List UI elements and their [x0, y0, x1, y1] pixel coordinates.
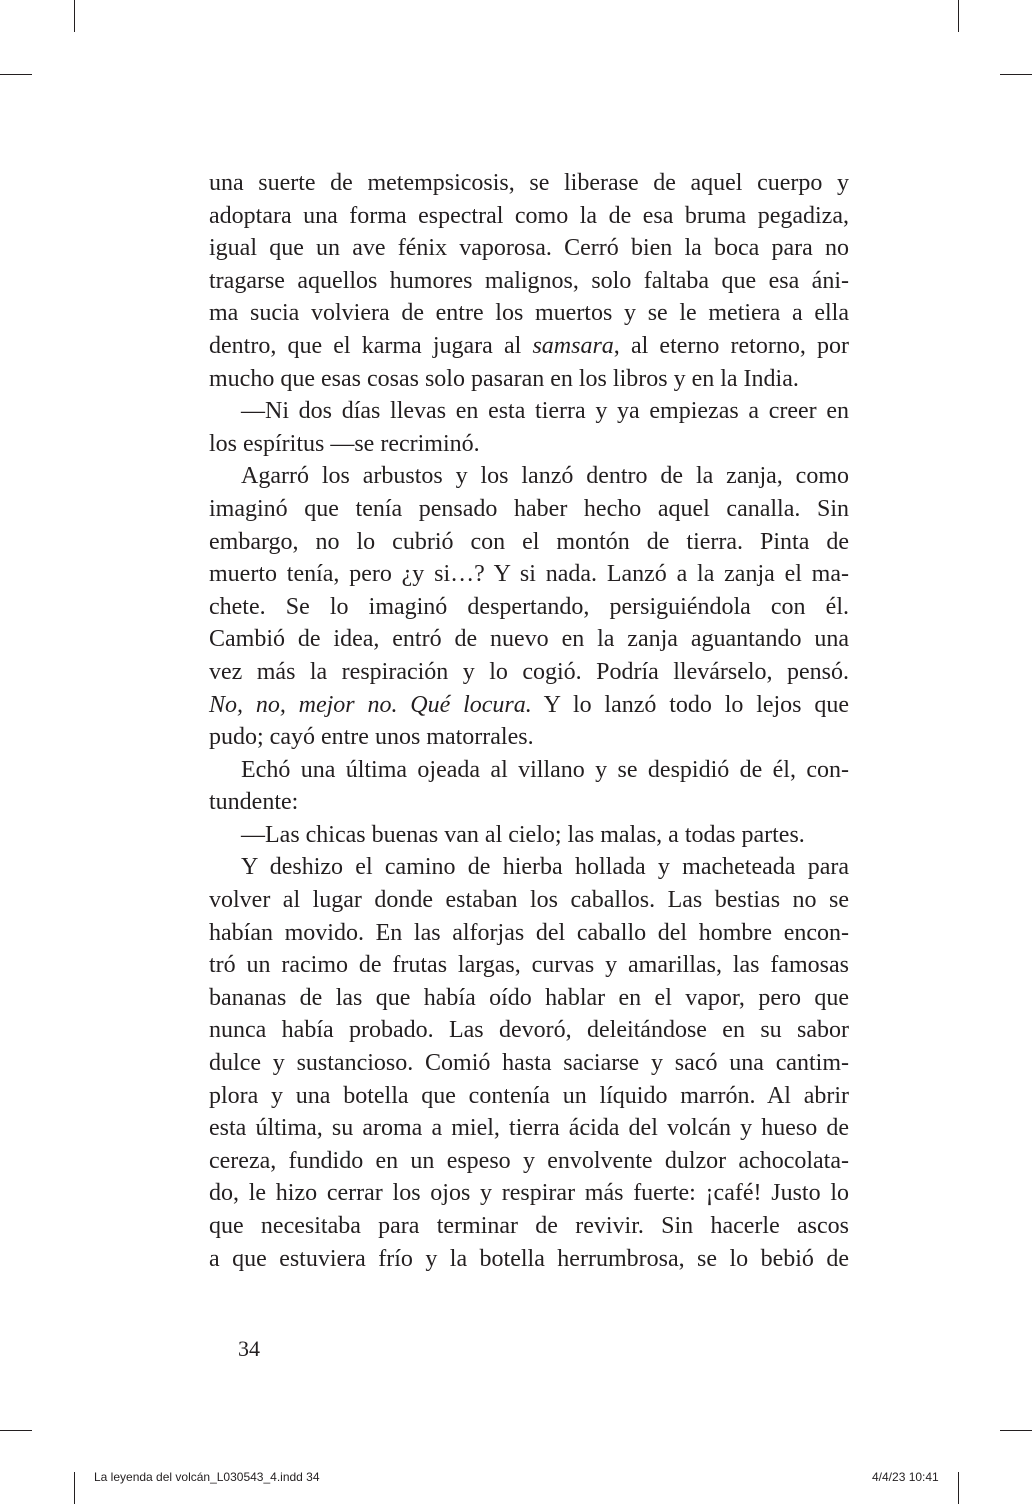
text-line: mucho que esas cosas solo pasaran en los libros y en la India. [209, 365, 799, 392]
text-line: esta última, su aroma a miel, tierra ácida del volcán y hueso de [209, 1115, 849, 1142]
italic-segment: No, no, mejor no. Qué locura. [209, 691, 532, 718]
text-line: imaginó que tenía pensado haber hecho aquel canalla. Sin [209, 495, 849, 522]
crop-mark-right-top [1000, 74, 1032, 75]
text-line [209, 689, 849, 722]
text-line: habían movido. En las alforjas del caballo del hombre encon- [209, 919, 849, 946]
crop-mark-right-bottom [1000, 1430, 1032, 1431]
text-line: tró un racimo de frutas largas, curvas y amarillas, las famosas [209, 952, 849, 979]
text-line: chete. Se lo imaginó despertando, persiguiéndola con él. [209, 593, 849, 620]
crop-mark-top-left [74, 0, 75, 32]
crop-mark-left-bottom [0, 1430, 32, 1431]
text-line: embargo, no lo cubrió con el montón de tierra. Pinta de [209, 528, 849, 555]
crop-mark-top-right [958, 0, 959, 32]
text-line: los espíritus —se recriminó. [209, 430, 480, 457]
slug-filename: La leyenda del volcán_L030543_4.indd 34 [94, 1470, 320, 1484]
text-line: vez más la respiración y lo cogió. Podría llevárselo, pensó. [209, 658, 849, 685]
body-text [209, 167, 849, 1275]
paragraph-start: Echó una última ojeada al villano y se despidió de él, con- [241, 756, 849, 783]
text-line: igual que un ave fénix vaporosa. Cerró bien la boca para no [209, 235, 849, 262]
italic-segment: samsara [532, 332, 614, 359]
text-line: muerto tenía, pero ¿y si…? Y si nada. Lanzó a la zanja el ma- [209, 561, 849, 588]
text-line: dulce y sustancioso. Comió hasta saciarse y sacó una cantim- [209, 1050, 849, 1077]
text-line: a que estuviera frío y la botella herrumbrosa, se lo bebió de [209, 1245, 849, 1272]
text-segment: Y lo lanzó todo lo lejos que [531, 691, 849, 718]
text-line: bananas de las que había oído hablar en el vapor, pero que [209, 984, 849, 1011]
text-line [209, 330, 849, 363]
text-line: ma sucia volviera de entre los muertos y se le metiera a ella [209, 300, 849, 327]
page-number: 34 [238, 1336, 260, 1361]
text-line: plora y una botella que contenía un líquido marrón. Al abrir [209, 1082, 849, 1109]
text-line: adoptara una forma espectral como la de esa bruma pegadiza, [209, 202, 849, 229]
text-line: nunca había probado. Las devoró, deleitándose en su sabor [209, 1017, 849, 1044]
crop-mark-bottom-right [958, 1472, 959, 1504]
text-line: una suerte de metempsicosis, se liberase de aquel cuerpo y [209, 170, 849, 196]
text-line: Cambió de idea, entró de nuevo en la zanja aguantando una [209, 626, 849, 653]
text-line: pudo; cayó entre unos matorrales. [209, 724, 534, 751]
dialogue-line: —Las chicas buenas van al cielo; las malas, a todas partes. [241, 821, 805, 848]
text-line: que necesitaba para terminar de revivir. Sin hacerle ascos [209, 1213, 849, 1239]
crop-mark-left-top [0, 74, 32, 75]
text-segment: dentro, que el karma jugara al [209, 332, 533, 359]
text-line: volver al lugar donde estaban los caballos. Las bestias no se [209, 887, 849, 914]
text-line: do, le hizo cerrar los ojos y respirar más fuerte: ¡café! Justo lo [209, 1180, 849, 1207]
text-line: tundente: [209, 789, 299, 816]
slug-timestamp: 4/4/23 10:41 [872, 1470, 939, 1484]
dialogue-line: —Ni dos días llevas en esta tierra y ya empiezas a creer en [241, 398, 849, 425]
paragraph-start: Agarró los arbustos y los lanzó dentro de la zanja, como [241, 463, 849, 490]
crop-mark-bottom-left [74, 1472, 75, 1504]
text-line: tragarse aquellos humores malignos, solo faltaba que esa áni- [209, 267, 849, 294]
text-line: cereza, fundido en un espeso y envolvente dulzor achocolata- [209, 1147, 849, 1174]
text-segment: , al eterno retorno, por [613, 332, 849, 359]
paragraph-start: Y deshizo el camino de hierba hollada y macheteada para [241, 854, 849, 881]
